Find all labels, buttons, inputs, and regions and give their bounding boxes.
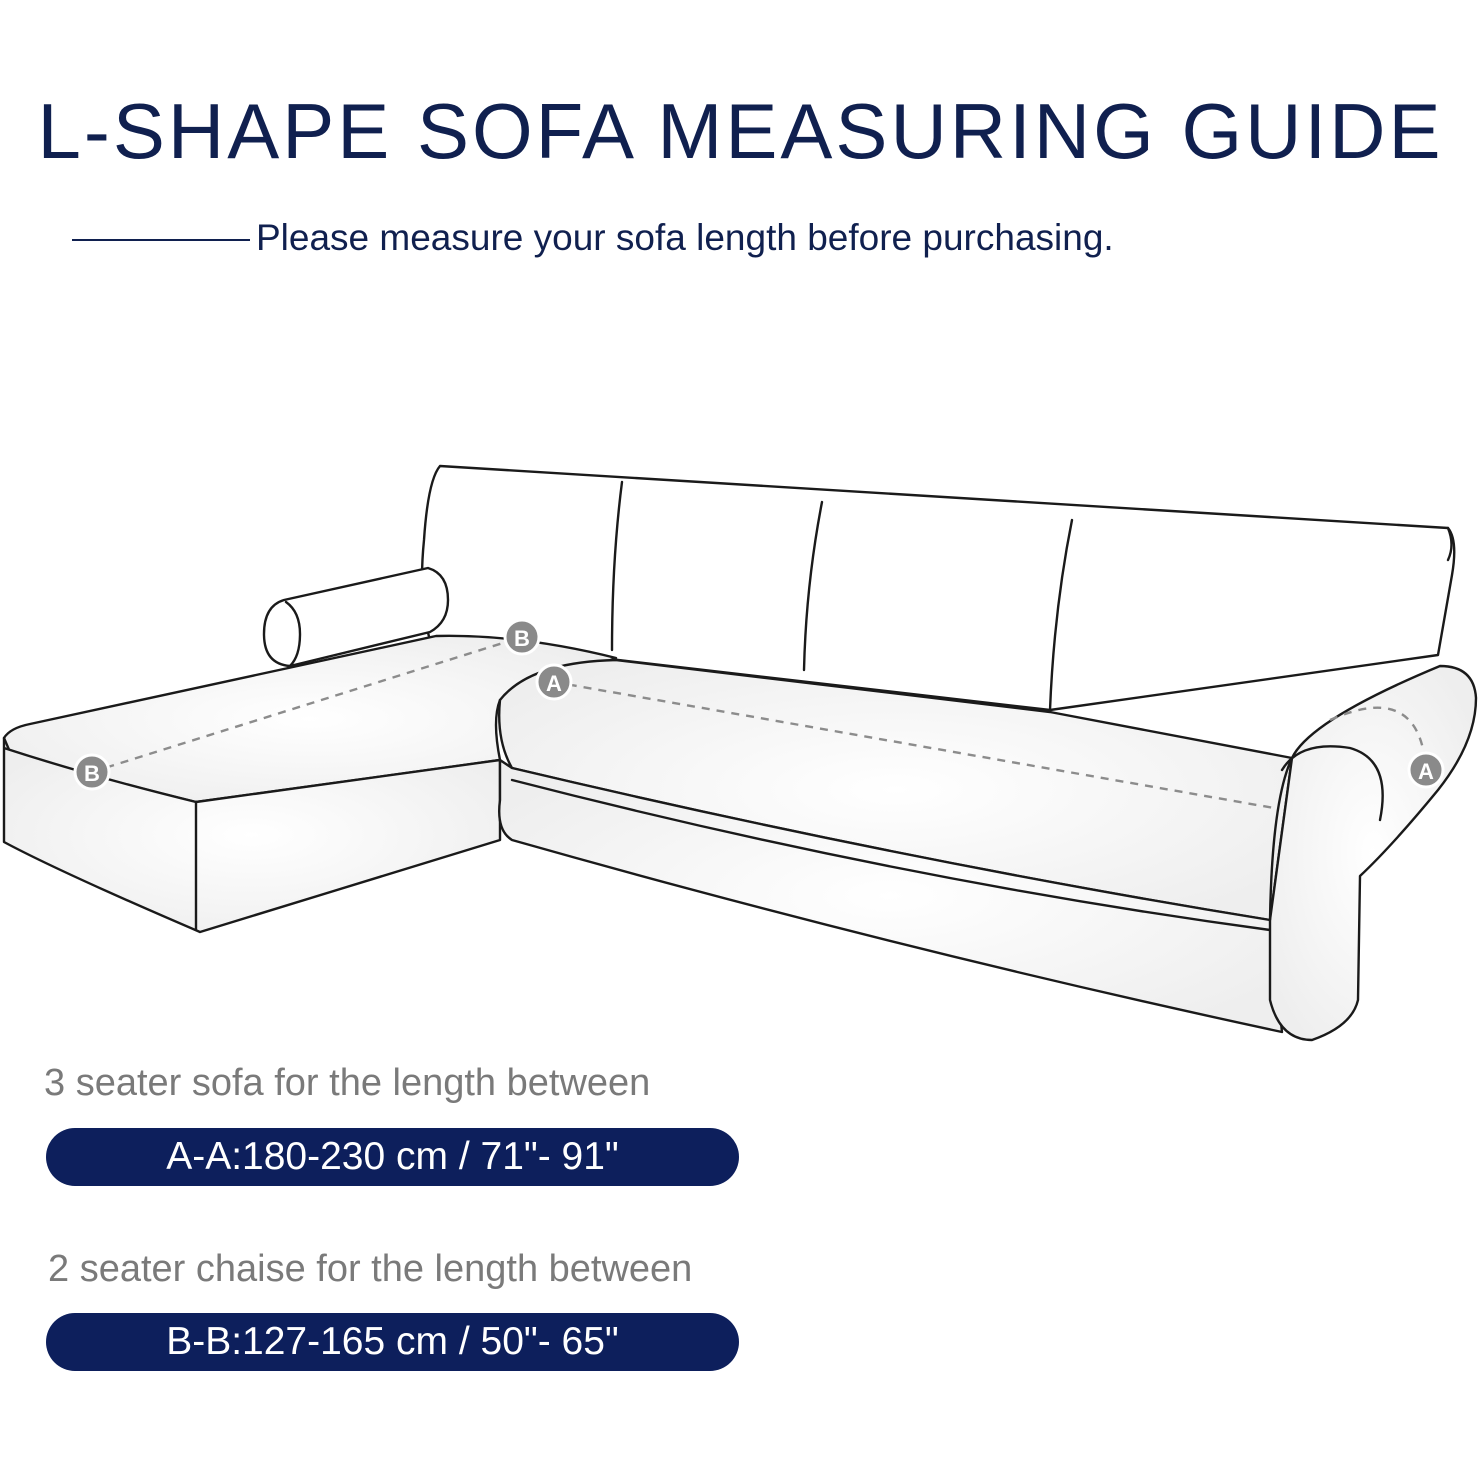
- chaise-spec-caption: 2 seater chaise for the length between: [48, 1248, 693, 1290]
- page-subtitle: Please measure your sofa length before purchasing.: [256, 217, 1114, 258]
- chaise-spec-range: B-B:127-165 cm / 50"- 65": [46, 1313, 739, 1371]
- marker-a-arm-right: [1409, 753, 1443, 787]
- svg-text:B: B: [514, 626, 530, 651]
- sofa-spec-caption: 3 seater sofa for the length between: [44, 1062, 651, 1104]
- marker-a-seat-left: [537, 665, 571, 699]
- page-title: L-SHAPE SOFA MEASURING GUIDE: [37, 87, 1444, 175]
- svg-text:B: B: [84, 761, 100, 786]
- marker-b-chaise-front: [75, 755, 109, 789]
- svg-text:A: A: [546, 671, 562, 696]
- sofa-spec-range: A-A:180-230 cm / 71"- 91": [46, 1128, 739, 1186]
- svg-text:A: A: [1418, 759, 1434, 784]
- marker-b-chaise-back: [505, 620, 539, 654]
- right-arm: [1270, 666, 1476, 1040]
